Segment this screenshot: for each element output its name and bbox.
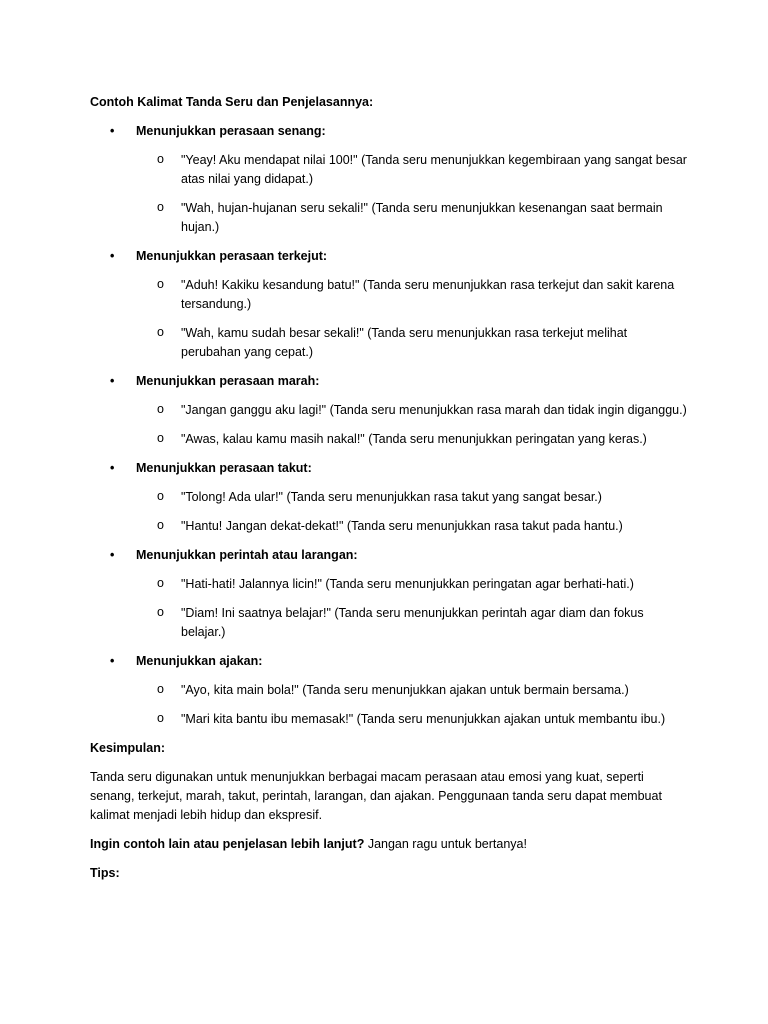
question-bold: Ingin contoh lain atau penjelasan lebih lanjut? (90, 837, 365, 851)
list-item-text: "Ayo, kita main bola!" (Tanda seru menunjukkan ajakan untuk bermain bersama.) (181, 683, 629, 697)
list-item (90, 488, 690, 507)
list-item-text: "Hantu! Jangan dekat-dekat!" (Tanda seru menunjukkan rasa takut pada hantu.) (181, 519, 623, 533)
list-item-text: "Wah, hujan-hujanan seru sekali!" (Tanda seru menunjukkan kesenangan saat bermain hujan.) (181, 201, 663, 234)
list-item-text: "Tolong! Ada ular!" (Tanda seru menunjukkan rasa takut yang sangat besar.) (181, 490, 602, 504)
section (90, 546, 690, 642)
list-item-text: "Wah, kamu sudah besar sekali!" (Tanda seru menunjukkan rasa terkejut melihat perubahan yang cepat.) (181, 326, 628, 359)
section-heading: Menunjukkan perintah atau larangan: (136, 548, 358, 562)
section (90, 247, 690, 362)
sub-bullet-icon: o (157, 431, 164, 445)
section-heading: Menunjukkan perasaan senang: (136, 124, 326, 138)
sub-bullet-icon: o (157, 200, 164, 214)
list-item-text: "Mari kita bantu ibu memasak!" (Tanda seru menunjukkan ajakan untuk membantu ibu.) (181, 712, 666, 726)
bullet-icon: • (110, 249, 115, 263)
question-line (90, 835, 690, 854)
list-item-text: "Awas, kalau kamu masih nakal!" (Tanda seru menunjukkan peringatan yang keras.) (181, 432, 647, 446)
document-page (90, 93, 690, 893)
tips-heading: Tips: (90, 866, 120, 880)
list-item (90, 575, 690, 594)
list-item-text: "Diam! Ini saatnya belajar!" (Tanda seru menunjukkan perintah agar diam dan fokus belajar.) (181, 606, 644, 639)
sub-bullet-icon: o (157, 402, 164, 416)
conclusion-text: Tanda seru digunakan untuk menunjukkan berbagai macam perasaan atau emosi yang kuat, seperti senang, terkejut, marah, takut, perintah, larangan, dan ajakan. Penggunaan tanda seru dapat membuat kalimat menjadi lebih hidup dan ekspresif. (90, 770, 662, 822)
section (90, 652, 690, 729)
section (90, 459, 690, 536)
list-item-text: "Yeay! Aku mendapat nilai 100!" (Tanda seru menunjukkan kegembiraan yang sangat besar atas nilai yang didapat.) (181, 153, 687, 186)
list-item (90, 604, 690, 642)
sub-bullet-icon: o (157, 277, 164, 291)
section-heading: Menunjukkan ajakan: (136, 654, 263, 668)
section-heading: Menunjukkan perasaan takut: (136, 461, 312, 475)
sub-bullet-icon: o (157, 152, 164, 166)
sub-bullet-icon: o (157, 325, 164, 339)
sub-bullet-icon: o (157, 576, 164, 590)
list-item (90, 517, 690, 536)
list-item (90, 151, 690, 189)
sub-bullet-icon: o (157, 711, 164, 725)
list-item-text: "Aduh! Kakiku kesandung batu!" (Tanda seru menunjukkan rasa terkejut dan sakit karena tersandung.) (181, 278, 675, 311)
bullet-icon: • (110, 461, 115, 475)
list-item (90, 681, 690, 700)
list-item (90, 199, 690, 237)
question-rest: Jangan ragu untuk bertanya! (364, 837, 527, 851)
list-item (90, 276, 690, 314)
list-item-text: "Jangan ganggu aku lagi!" (Tanda seru menunjukkan rasa marah dan tidak ingin diganggu.) (181, 403, 687, 417)
section (90, 122, 690, 237)
bullet-icon: • (110, 654, 115, 668)
section-heading: Menunjukkan perasaan terkejut: (136, 249, 328, 263)
sub-bullet-icon: o (157, 518, 164, 532)
sub-bullet-icon: o (157, 605, 164, 619)
conclusion-heading: Kesimpulan: (90, 741, 166, 755)
section-heading: Menunjukkan perasaan marah: (136, 374, 320, 388)
list-item (90, 430, 690, 449)
bullet-icon: • (110, 124, 115, 138)
bullet-icon: • (110, 374, 115, 388)
list-item (90, 324, 690, 362)
sub-bullet-icon: o (157, 489, 164, 503)
section (90, 372, 690, 449)
list-item (90, 401, 690, 420)
sub-bullet-icon: o (157, 682, 164, 696)
document-title: Contoh Kalimat Tanda Seru dan Penjelasannya: (90, 95, 374, 109)
list-item-text: "Hati-hati! Jalannya licin!" (Tanda seru menunjukkan peringatan agar berhati-hati.) (181, 577, 634, 591)
list-item (90, 710, 690, 729)
sections-list (90, 122, 690, 729)
bullet-icon: • (110, 548, 115, 562)
